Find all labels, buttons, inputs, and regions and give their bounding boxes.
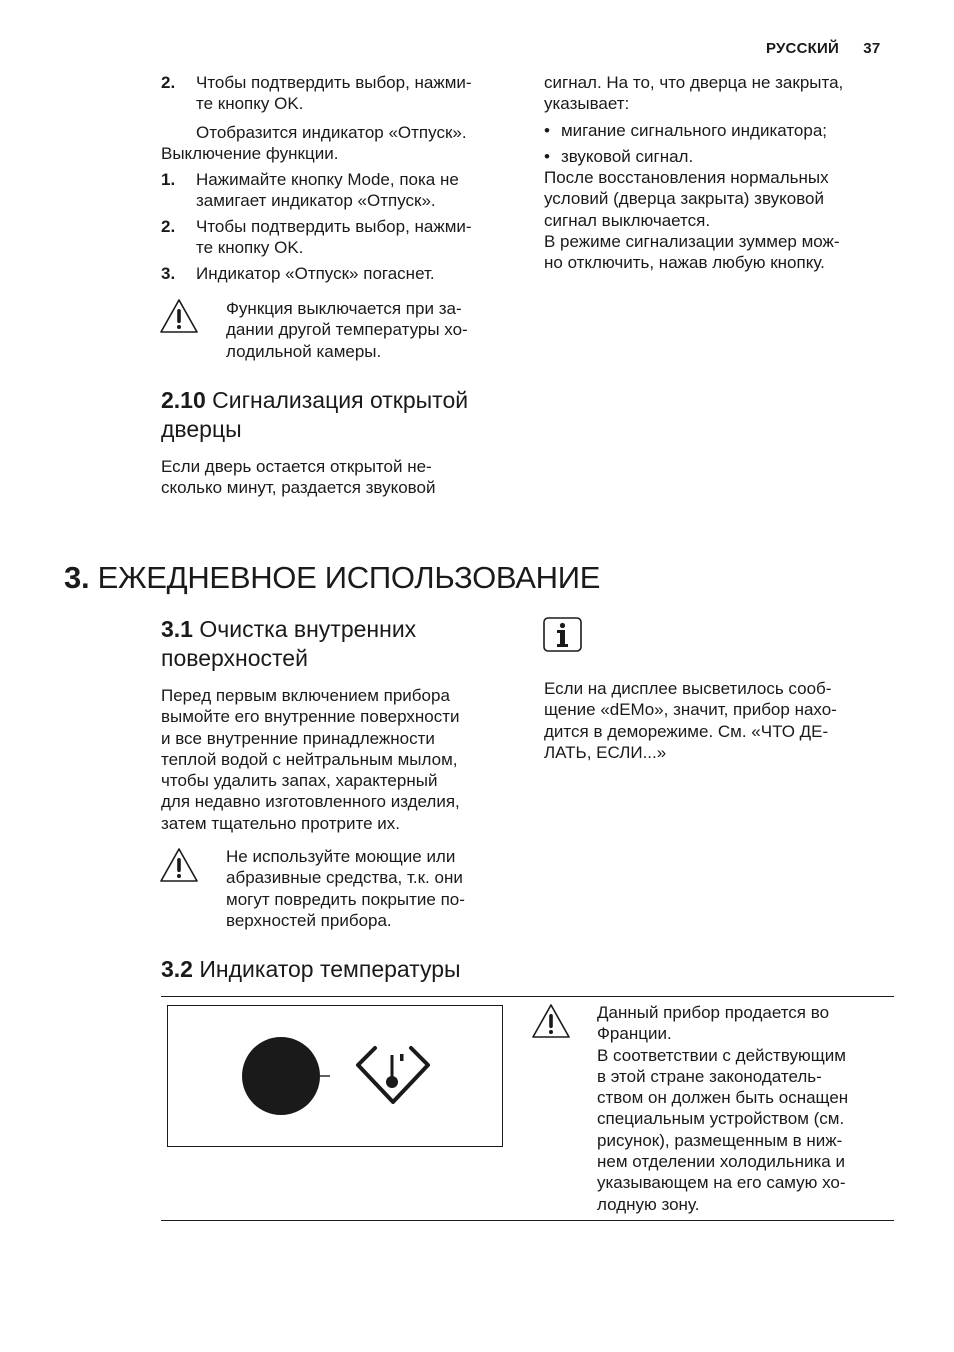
- info-text: Если на дисплее высветилось сооб- щение «dEMo», значит, прибор нахо- дится в деморежиме. См. «ЧТО ДЕ- ЛАТЬ, ЕСЛИ...»: [544, 679, 837, 762]
- step-text: Чтобы подтвердить выбор, нажми- те кнопку OK.: [196, 73, 472, 114]
- col2-intro: сигнал. На то, что дверца не закрыта, указывает:: [544, 73, 844, 114]
- warning-triangle-icon: [159, 298, 199, 334]
- section-2-10-title: 2.10 Сигнализация открытой дверцы: [161, 387, 469, 442]
- step-1: 1. Нажимайте кнопку Mode, пока не замигает индикатор «Отпуск».: [161, 170, 459, 211]
- info-icon: [543, 617, 583, 653]
- disable-heading: Выключение функции.: [161, 144, 339, 163]
- step-number: 2.: [161, 73, 176, 92]
- step-2: 2. Чтобы подтвердить выбор, нажми- те кнопку OK.: [161, 217, 472, 258]
- warning-text-2: Не используйте моющие или абразивные средства, т.к. они могут повредить покрытие по- верхностей прибора.: [226, 847, 465, 930]
- header-section: РУССКИЙ: [766, 40, 839, 57]
- display-note: Отобразится индикатор «Отпуск».: [196, 123, 467, 142]
- section-2-10-body: Если дверь остается открытой не- сколько минут, раздается звуковой: [161, 457, 436, 498]
- section-3-2-title: 3.2 Индикатор температуры: [161, 956, 461, 982]
- temperature-indicator-icon: [168, 1006, 502, 1146]
- running-header: [766, 40, 880, 57]
- chapter-3-title: 3. ЕЖЕДНЕВНОЕ ИСПОЛЬЗОВАНИЕ: [64, 560, 601, 595]
- bullet-item: • звуковой сигнал.: [544, 147, 694, 166]
- step-2-confirm: [161, 72, 521, 116]
- section-3-1-body: Перед первым включением прибора вымойте его внутренние поверхности и все внутренние принадлежности теплой водой с нейтральным мылом, чтобы удалить запах, характерный для недавно изготовленного изделия, затем тщательно протрите их.: [161, 686, 460, 833]
- warning-triangle-icon: [159, 847, 199, 883]
- warning-text-1: Функция выключается при за- дании другой температуры хо- лодильной камеры.: [226, 299, 468, 361]
- divider-top: [161, 996, 894, 997]
- page-number: 37: [863, 40, 881, 57]
- bullet-item: • мигание сигнального индикатора;: [544, 121, 828, 140]
- step-3: 3. Индикатор «Отпуск» погаснет.: [161, 264, 435, 283]
- warning-triangle-icon: [531, 1003, 571, 1039]
- temperature-indicator-figure: [167, 1005, 503, 1147]
- col2-after: После восстановления нормальных условий (дверца закрыта) звуковой сигнал выключается. В режиме сигнализации зуммер мож- но отключить, нажав любую кнопку.: [544, 168, 840, 273]
- warning-text-3: Данный прибор продается во Франции. В соответствии с действующим в этой стране законодатель- ством он должен быть оснащен специальным устройством (см. рисунок), размещенным в ниж- нем отделении холодильника и указывающем на его самую хо- лодную зону.: [597, 1003, 849, 1214]
- divider-bottom: [161, 1220, 894, 1221]
- section-3-1-title: 3.1 Очистка внутренних поверхностей: [161, 616, 417, 671]
